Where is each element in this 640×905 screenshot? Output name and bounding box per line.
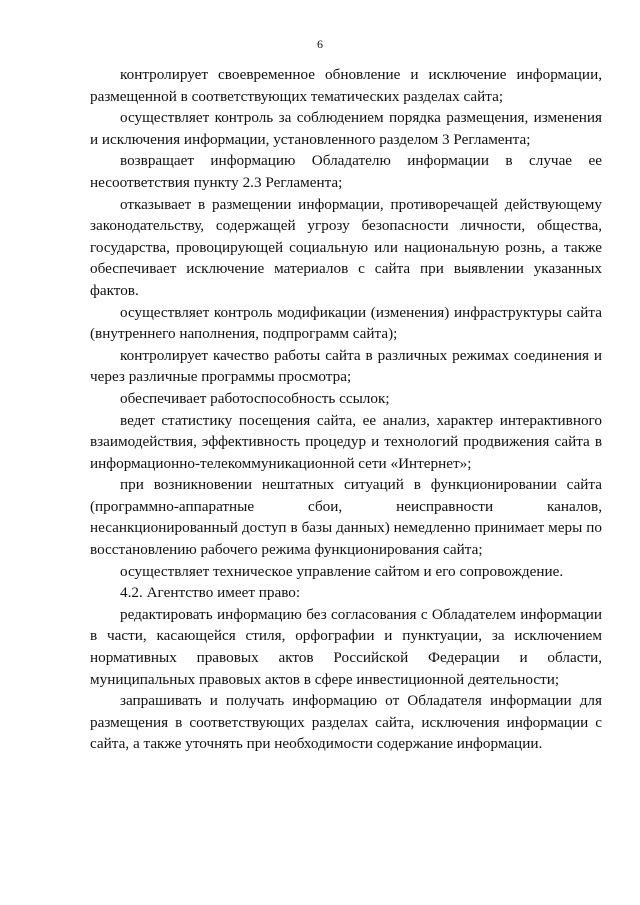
page-number: 6 bbox=[317, 37, 323, 51]
document-body bbox=[90, 64, 602, 755]
paragraph-emergency-measures: при возникновении нештатных ситуаций в функционировании сайта (программно-аппаратные сбои, неисправности каналов, несанкционированный доступ в базы данных) немедленно принимает меры по восстановлению рабочего режима функционирования сайта; bbox=[90, 476, 602, 559]
paragraph-request-information: запрашивать и получать информацию от Обладателя информации для размещения в соответствующих разделах сайта, исключения информации с сайта, а также уточнять при необходимости содержание информации. bbox=[90, 692, 602, 753]
paragraph-technical-management: осуществляет техническое управление сайтом и его сопровождение. bbox=[120, 562, 564, 580]
paragraph-edit-without-approval: редактировать информацию без согласования с Обладателем информации в части, касающейся стиля, орфографии и пунктуации, за исключением нормативных правовых актов Российской Федерации и области, муниципальных правовых актов в сфере инвестиционной деятельности; bbox=[90, 605, 602, 688]
paragraph-quality-control: контролирует качество работы сайта в различных режимах соединения и через различные программы просмотра; bbox=[90, 346, 602, 386]
paragraph-refuse-placement: отказывает в размещении информации, противоречащей действующему законодательству, содержащей угрозу безопасности личности, общества, государства, провоцирующей социальную или национальную рознь, а также обеспечивает исключение материалов с сайта при выявлении указанных фактов. bbox=[90, 195, 602, 299]
section-heading-agency-rights: 4.2. Агентство имеет право: bbox=[120, 584, 301, 602]
paragraph-infrastructure-control: осуществляет контроль модификации (изменения) инфраструктуры сайта (внутреннего наполнения, подпрограмм сайта); bbox=[90, 303, 602, 343]
paragraph-link-operability: обеспечивает работоспособность ссылок; bbox=[120, 389, 390, 407]
paragraph-statistics: ведет статистику посещения сайта, ее анализ, характер интерактивного взаимодействия, эффективность процедур и технологий продвижения сайта в информационно-телекоммуникационной сети «Интернет»; bbox=[90, 411, 602, 472]
paragraph-monitor-updates: контролирует своевременное обновление и исключение информации, размещенной в соответствующих тематических разделах сайта; bbox=[90, 66, 602, 105]
paragraph-control-placement-order: осуществляет контроль за соблюдением порядка размещения, изменения и исключения информации, установленного разделом 3 Регламента; bbox=[90, 109, 602, 148]
paragraph-return-information: возвращает информацию Обладателю информации в случае ее несоответствия пункту 2.3 Регламента; bbox=[90, 152, 602, 191]
